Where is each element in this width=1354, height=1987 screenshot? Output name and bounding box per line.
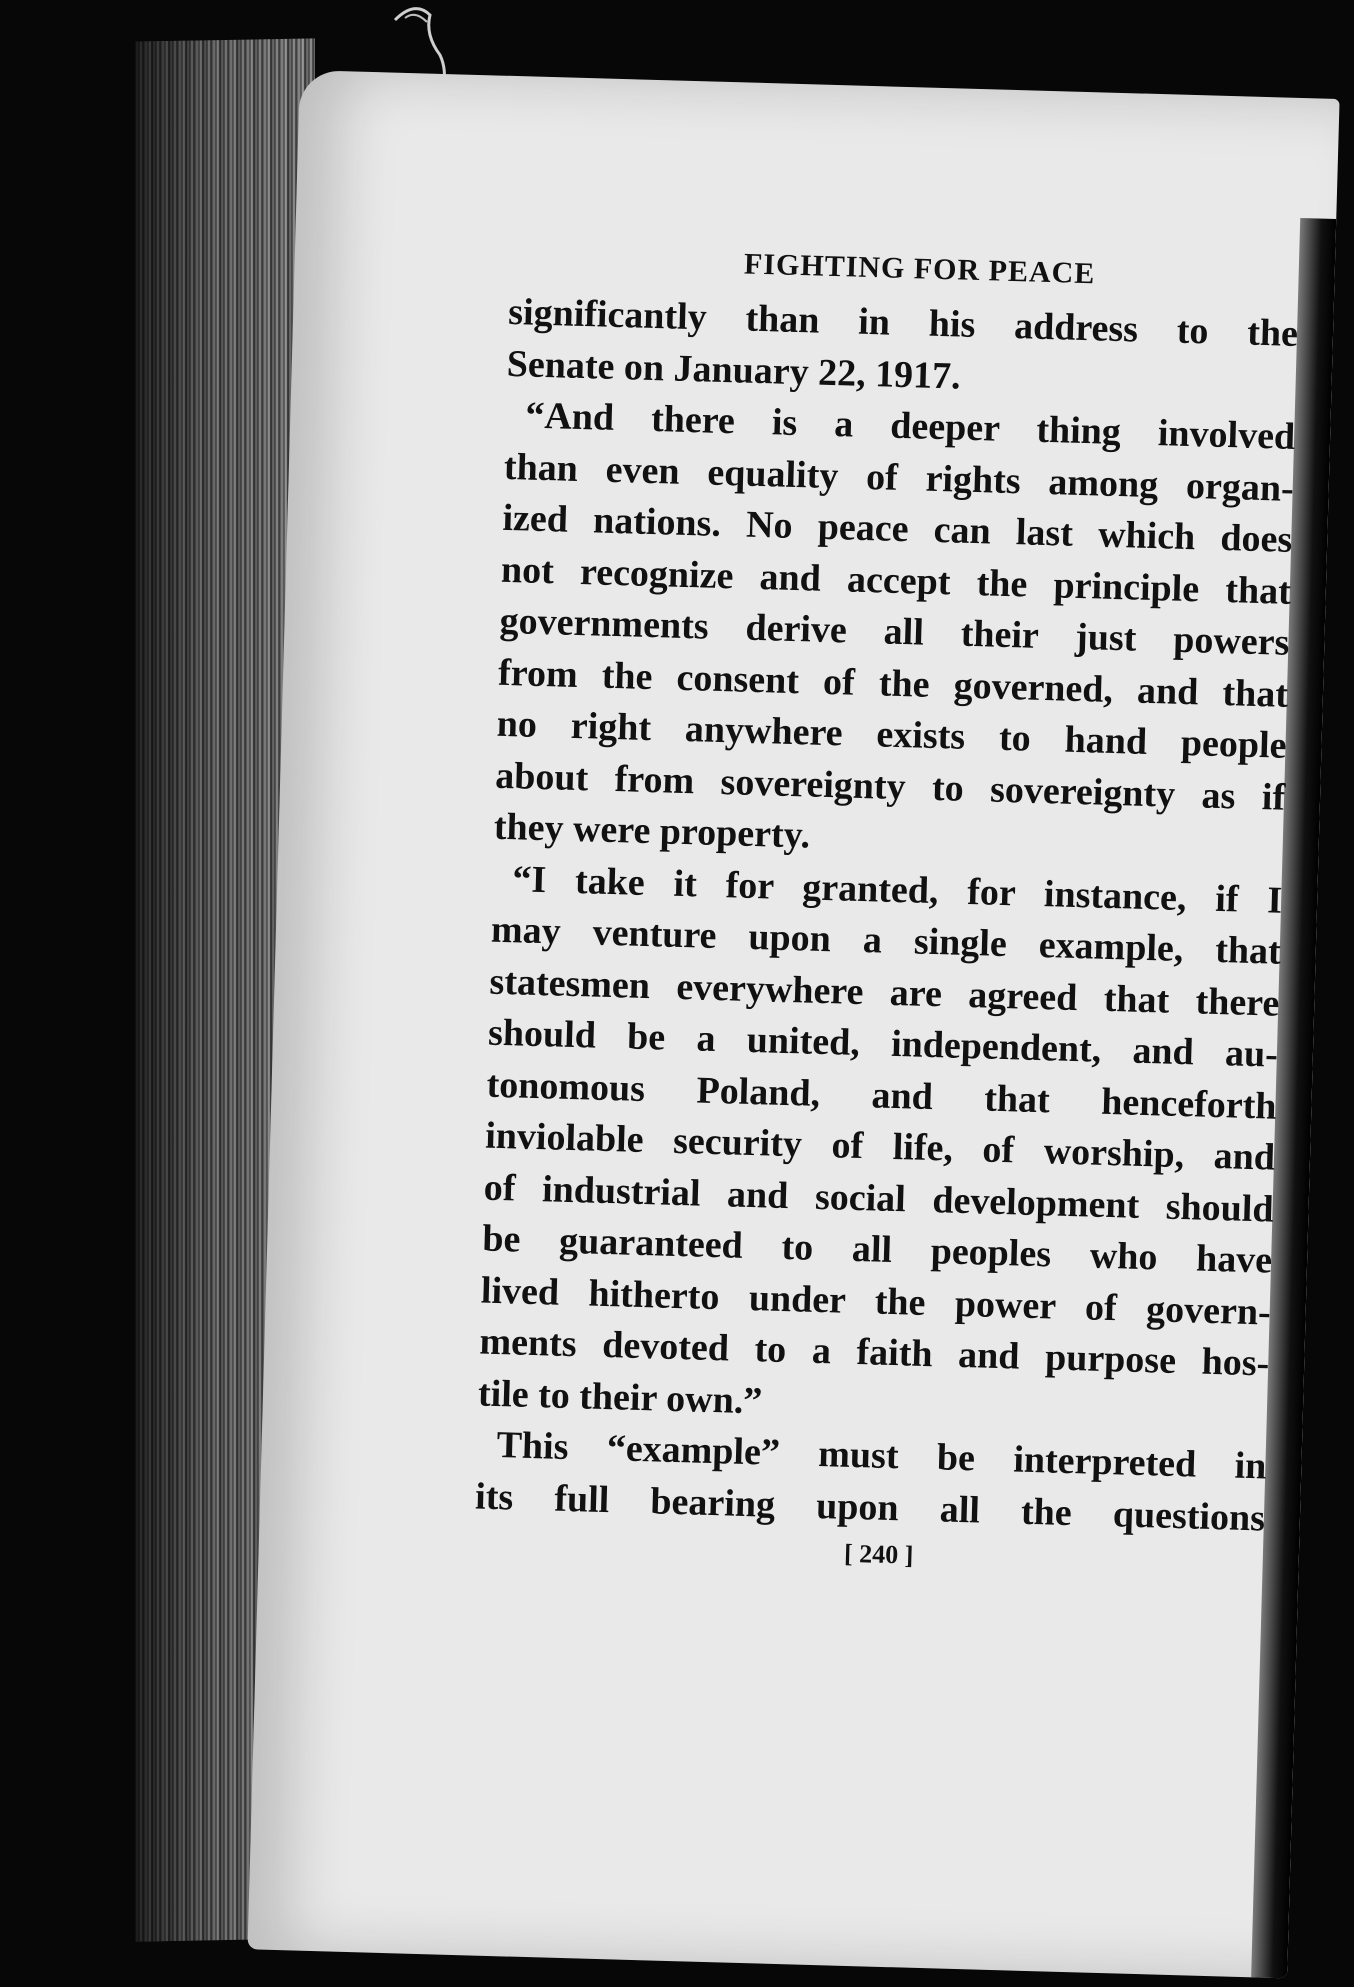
text-line: its full bearing upon all the questions bbox=[474, 1474, 1266, 1539]
text-line: should be a united, independent, and au- bbox=[487, 1011, 1279, 1076]
text-line: lived hitherto under the power of govern- bbox=[480, 1269, 1272, 1334]
text-line: tonomous Poland, and that henceforth bbox=[486, 1063, 1278, 1128]
page-number: [ 240 ] bbox=[843, 1538, 914, 1570]
text-line: This “example” must be interpreted in bbox=[496, 1424, 1267, 1488]
text-line: about from sovereignty to sovereignty as if bbox=[494, 754, 1286, 819]
text-line: they were property. bbox=[493, 805, 811, 857]
text-line: of industrial and social development should bbox=[483, 1166, 1275, 1231]
text-line: not recognize and accept the principle that bbox=[500, 548, 1292, 613]
text-line: governments derive all their just powers bbox=[499, 599, 1290, 664]
text-line: “I take it for granted, for instance, if I bbox=[511, 857, 1283, 922]
text-line: significantly than in his address to the bbox=[507, 290, 1299, 355]
text-line: tile to their own.” bbox=[477, 1371, 763, 1422]
text-line: be guaranteed to all peoples who have bbox=[481, 1217, 1273, 1282]
book-page bbox=[248, 70, 1340, 1978]
text-lines bbox=[475, 287, 1299, 1545]
text-line: ized nations. No peace can last which does bbox=[501, 496, 1293, 561]
text-line: than even equality of rights among organ- bbox=[503, 445, 1295, 510]
text-line: “And there is a deeper thing involved bbox=[524, 394, 1296, 458]
text-line: statesmen everywhere are agreed that there bbox=[489, 960, 1280, 1025]
text-line: inviolable security of life, of worship, and bbox=[484, 1114, 1276, 1179]
running-head: FIGHTING FOR PEACE bbox=[743, 247, 1096, 291]
text-line: from the consent of the governed, and that bbox=[497, 651, 1289, 716]
text-line: Senate on January 22, 1917. bbox=[506, 342, 962, 398]
page-content bbox=[474, 241, 1300, 1581]
text-line: may venture upon a single example, that bbox=[490, 908, 1282, 973]
text-line: ments devoted to a faith and purpose hos- bbox=[478, 1320, 1270, 1385]
text-line: no right anywhere exists to hand people bbox=[496, 702, 1288, 767]
